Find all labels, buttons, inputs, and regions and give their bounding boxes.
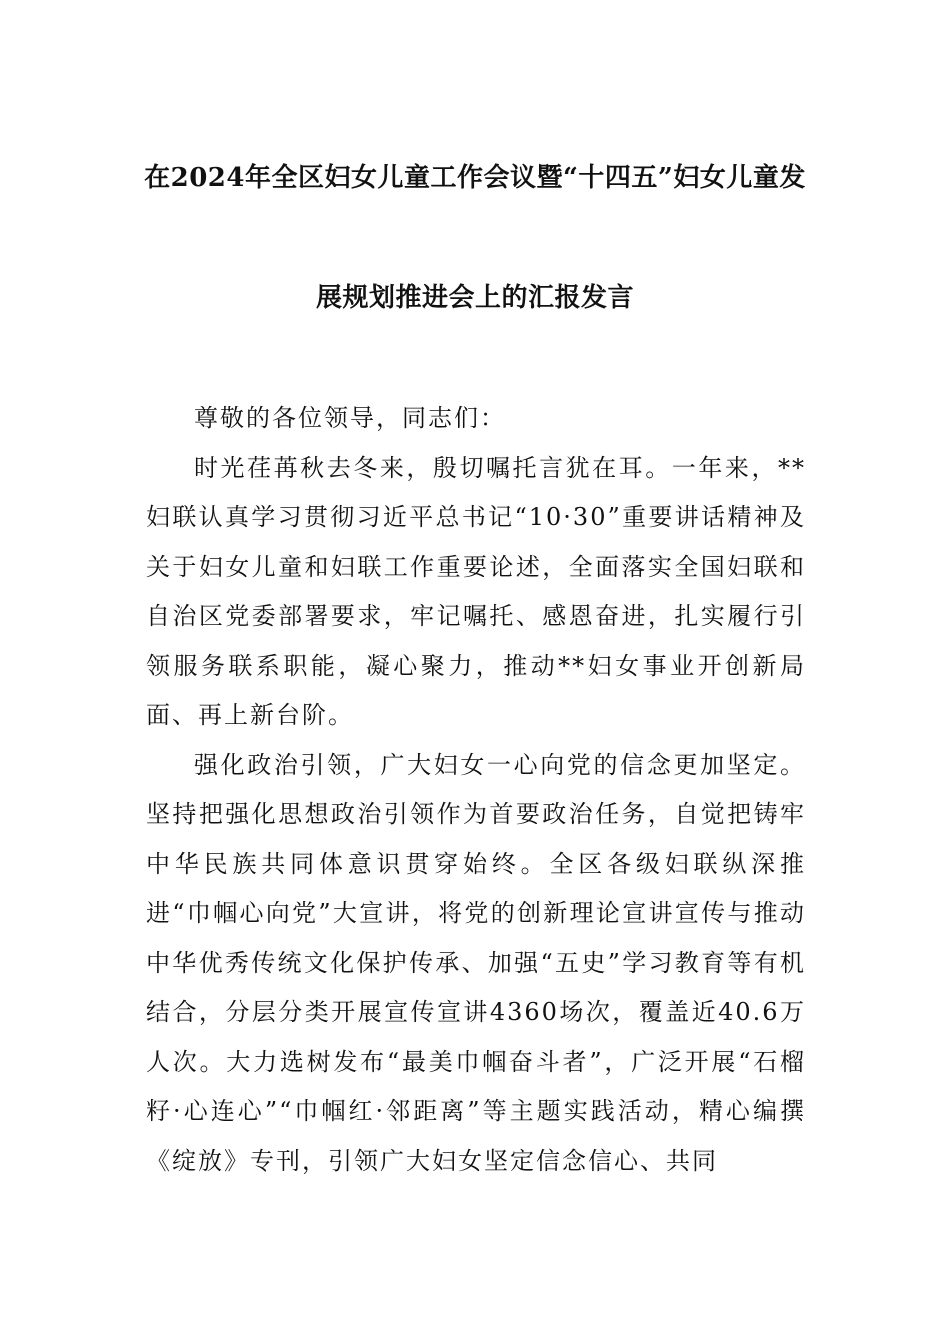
document-title-line-1: 在2024年全区妇女儿童工作会议暨“十四五”妇女儿童发 [144,163,806,193]
salutation: 尊敬的各位领导，同志们： [194,404,506,432]
paragraph-intro: 时光荏苒秋去冬来，殷切嘱托言犹在耳。一年来，**妇联认真学习贯彻习近平总书记“10·30”重要讲话精神及关于妇女儿童和妇联工作重要论述，全面落实全国妇联和自治区党委部署要求，牢记嘱托、感恩奋进，扎实履行引领服务联系职能，凝心聚力，推动**妇女事业开创新局面、再上新台阶。 [146,453,806,729]
document-body [146,394,806,1186]
document-title-line-2: 展规划推进会上的汇报发言 [315,283,634,313]
paragraph-political-guidance: 强化政治引领，广大妇女一心向党的信念更加坚定。坚持把强化思想政治引领作为首要政治任务，自觉把铸牢中华民族共同体意识贯穿始终。全区各级妇联纵深推进“巾帼心向党”大宣讲，将党的创新理论宣讲宣传与推动中华优秀传统文化保护传承、加强“五史”学习教育等有机结合，分层分类开展宣传宣讲4360场次，覆盖近40.6万人次。大力选树发布“最美巾帼奋斗者”，广泛开展“石榴籽·心连心”“巾帼红·邻距离”等主题实践活动，精心编撰《绽放》专刊，引领广大妇女坚定信念信心、共同 [146,750,806,1175]
